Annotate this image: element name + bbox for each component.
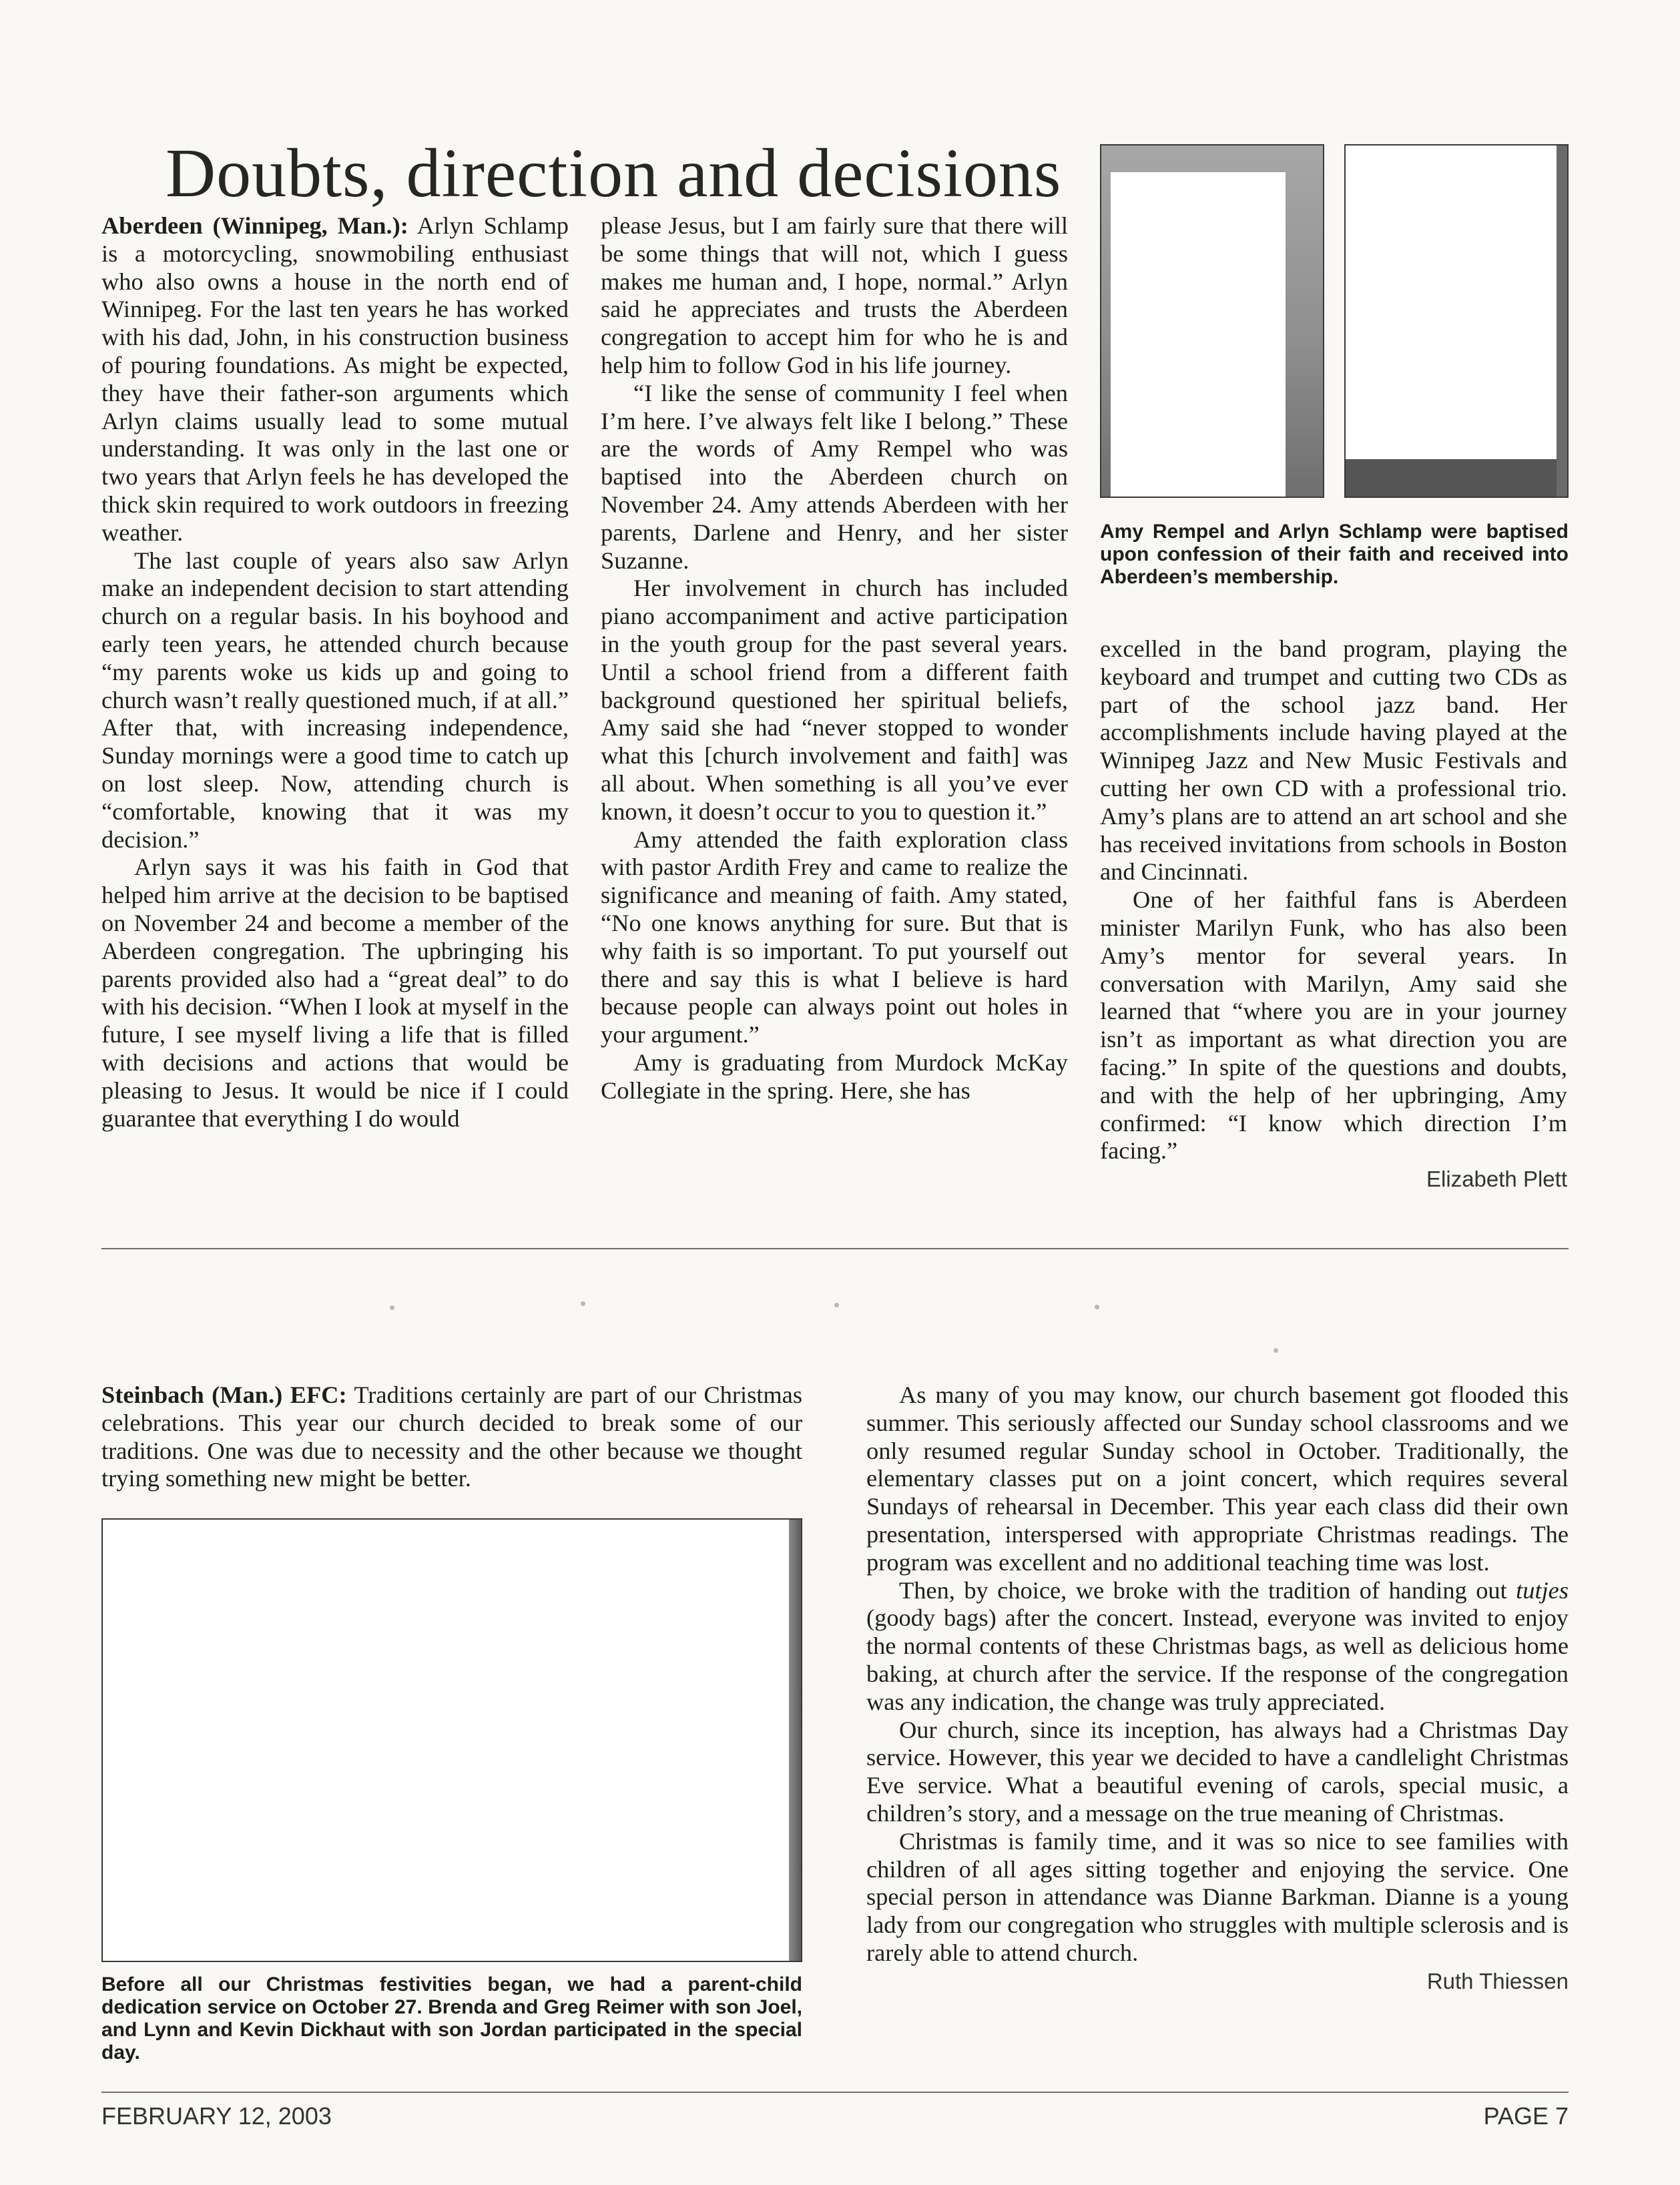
photo-caption: Before all our Christmas festivities began, we had a parent-child dedication service on October 27. Brenda and Greg Reimer with son Joel, and Lynn and Kevin Dickhaut with son Jordan participated in the special day. <box>101 1973 802 2064</box>
paragraph-text: Traditions certainly are part of our Christmas celebrations. This year our church decided to break some of our traditions. One was due to necessity and the other because we thought trying something new might be better. <box>101 1381 802 1492</box>
scan-speck <box>1274 1348 1278 1353</box>
article2-column-2 <box>866 1381 1569 1995</box>
scan-speck <box>581 1301 585 1306</box>
scan-speck <box>834 1303 839 1307</box>
byline: Elizabeth Plett <box>1426 1167 1567 1192</box>
article2-paragraph: As many of you may know, our church basement got flooded this summer. This seriously affected our Sunday school classrooms and we only resumed regular Sunday school in October. Traditionally, the elementary classes put on a joint concert, which requires several Sundays of rehearsal in December. This year each class did their own presentation, interspersed with appropriate Christmas readings. The program was excellent and no additional teaching time was lost. <box>866 1381 1569 1576</box>
dutch-term: tutjes <box>1516 1576 1569 1604</box>
article1-paragraph: Arlyn says it was his faith in God that helped him arrive at the decision to be baptised on November 24 and become a member of the Aberdeen congregation. The upbringing his parents provided also had a “great deal” to do with his decision. “When I look at myself in the future, I see myself living a life that is filled with decisions and actions that would be pleasing to Jesus. It would be nice if I could guarantee that everything I do would <box>101 854 569 1132</box>
article1-paragraph: excelled in the band program, playing the keyboard and trumpet and cutting two CDs as part of the school jazz band. Her accomplishments include having played at the Winnipeg Jazz and New Music Festivals and cutting her own CD with a professional trio. Amy’s plans are to attend an art school and she has received invitations from schools in Boston and Cincinnati. <box>1100 635 1567 886</box>
paragraph-text: (goody bags) after the concert. Instead, everyone was invited to enjoy the normal contents of these Christmas bags, as well as delicious home baking, at church after the service. If the response of the congregation was any indication, the change was truly appreciated. <box>866 1604 1569 1715</box>
scan-speck <box>390 1305 394 1310</box>
photo-amy-rempel <box>1100 144 1324 498</box>
paragraph-text: Then, by choice, we broke with the tradition of handing out <box>899 1576 1516 1604</box>
article1-paragraph: please Jesus, but I am fairly sure that there will be some things that will not, which I guess makes me human and, I hope, normal.” Arlyn said he appreciates and trusts the Aberdeen congregation to accept him for who he is and help him to follow God in his life journey. <box>601 212 1068 378</box>
section-divider <box>101 1248 1569 1249</box>
article1-paragraph: Her involvement in church has included piano accompaniment and active participation in the youth group for the past several years. Until a school friend from a different faith background questioned her spiritual beliefs, Amy said she had “never stopped to wonder what this [church involvement and faith] was all about. When something is all you’ve ever known, it doesn’t occur to you to question it.” <box>601 575 1068 825</box>
article1-column-1 <box>101 212 569 1133</box>
article2-intro <box>101 1381 802 1493</box>
article1-paragraph: One of her faithful fans is Aberdeen minister Marilyn Funk, who has also been Amy’s mentor for several years. In conversation with Marilyn, Amy said she learned that “where you are in your journey isn’t as important as what direction you are facing.” In spite of the questions and doubts, and with the help of her upbringing, Amy confirmed: “I know which direction I’m facing.” <box>1100 886 1567 1165</box>
article-headline: Doubts, direction and decisions <box>166 135 1062 212</box>
article1-paragraph: Amy is graduating from Murdock McKay Collegiate in the spring. Here, she has <box>601 1048 1068 1104</box>
footer-page-number: PAGE 7 <box>1483 2102 1569 2130</box>
article1-paragraph: The last couple of years also saw Arlyn make an independent decision to start attending church on a regular basis. In his boyhood and early teen years, he attended church because “my parents woke us kids up and going to church wasn’t really questioned much, if at all.” After that, with increasing independence, Sunday mornings were a good time to catch up on lost sleep. Now, attending church is “comfortable, knowing that it was my decision.” <box>101 547 569 853</box>
photo-dedication-service <box>101 1518 802 1962</box>
article2-paragraph <box>101 1381 802 1493</box>
article1-paragraph: Amy attended the faith exploration class with pastor Ardith Frey and came to realize the significance and meaning of faith. Amy stated, “No one knows anything for sure. But that is why faith is so important. To put yourself out there and say this is what I believe is hard because people can always point out holes in your argument.” <box>601 826 1068 1048</box>
article1-paragraph <box>101 212 569 547</box>
dateline: Aberdeen (Winnipeg, Man.): <box>101 212 408 239</box>
article1-column-3 <box>1100 635 1567 1193</box>
photo-redaction <box>1111 172 1286 498</box>
dateline: Steinbach (Man.) EFC: <box>101 1381 347 1408</box>
article1-column-2 <box>601 212 1068 1105</box>
byline: Ruth Thiessen <box>1426 1968 1569 1993</box>
footer-rule <box>101 2092 1569 2093</box>
photo-arlyn-schlamp <box>1344 144 1569 498</box>
footer-date: FEBRUARY 12, 2003 <box>101 2102 332 2130</box>
article2-paragraph: Christmas is family time, and it was so nice to see families with children of all ages sitting together and enjoying the service. One special person in attendance was Dianne Barkman. Dianne is a young lady from our congregation who struggles with multiple sclerosis and is rarely able to attend church. <box>866 1827 1569 1966</box>
photo-caption: Amy Rempel and Arlyn Schlamp were baptised upon confession of their faith and received into Aberdeen’s membership. <box>1100 521 1569 588</box>
article2-paragraph <box>866 1577 1569 1716</box>
paragraph-text: Arlyn Schlamp is a motorcycling, snowmobiling enthusiast who also owns a house in the north end of Winnipeg. For the last ten years he has worked with his dad, John, in his construction business of pouring foundations. As might be expected, they have their father-son arguments which Arlyn claims usually lead to some mutual understanding. It was only in the last one or two years that Arlyn feels he has developed the thick skin required to work outdoors in freezing weather. <box>101 212 569 546</box>
article1-paragraph: “I like the sense of community I feel when I’m here. I’ve always felt like I belong.” These are the words of Amy Rempel who was baptised into the Aberdeen church on November 24. Amy attends Aberdeen with her parents, Darlene and Henry, and her sister Suzanne. <box>601 379 1068 574</box>
article2-paragraph: Our church, since its inception, has always had a Christmas Day service. However, this year we decided to have a candlelight Christmas Eve service. What a beautiful evening of carols, special music, a children’s story, and a message on the true meaning of Christmas. <box>866 1716 1569 1827</box>
scan-speck <box>1095 1305 1099 1309</box>
